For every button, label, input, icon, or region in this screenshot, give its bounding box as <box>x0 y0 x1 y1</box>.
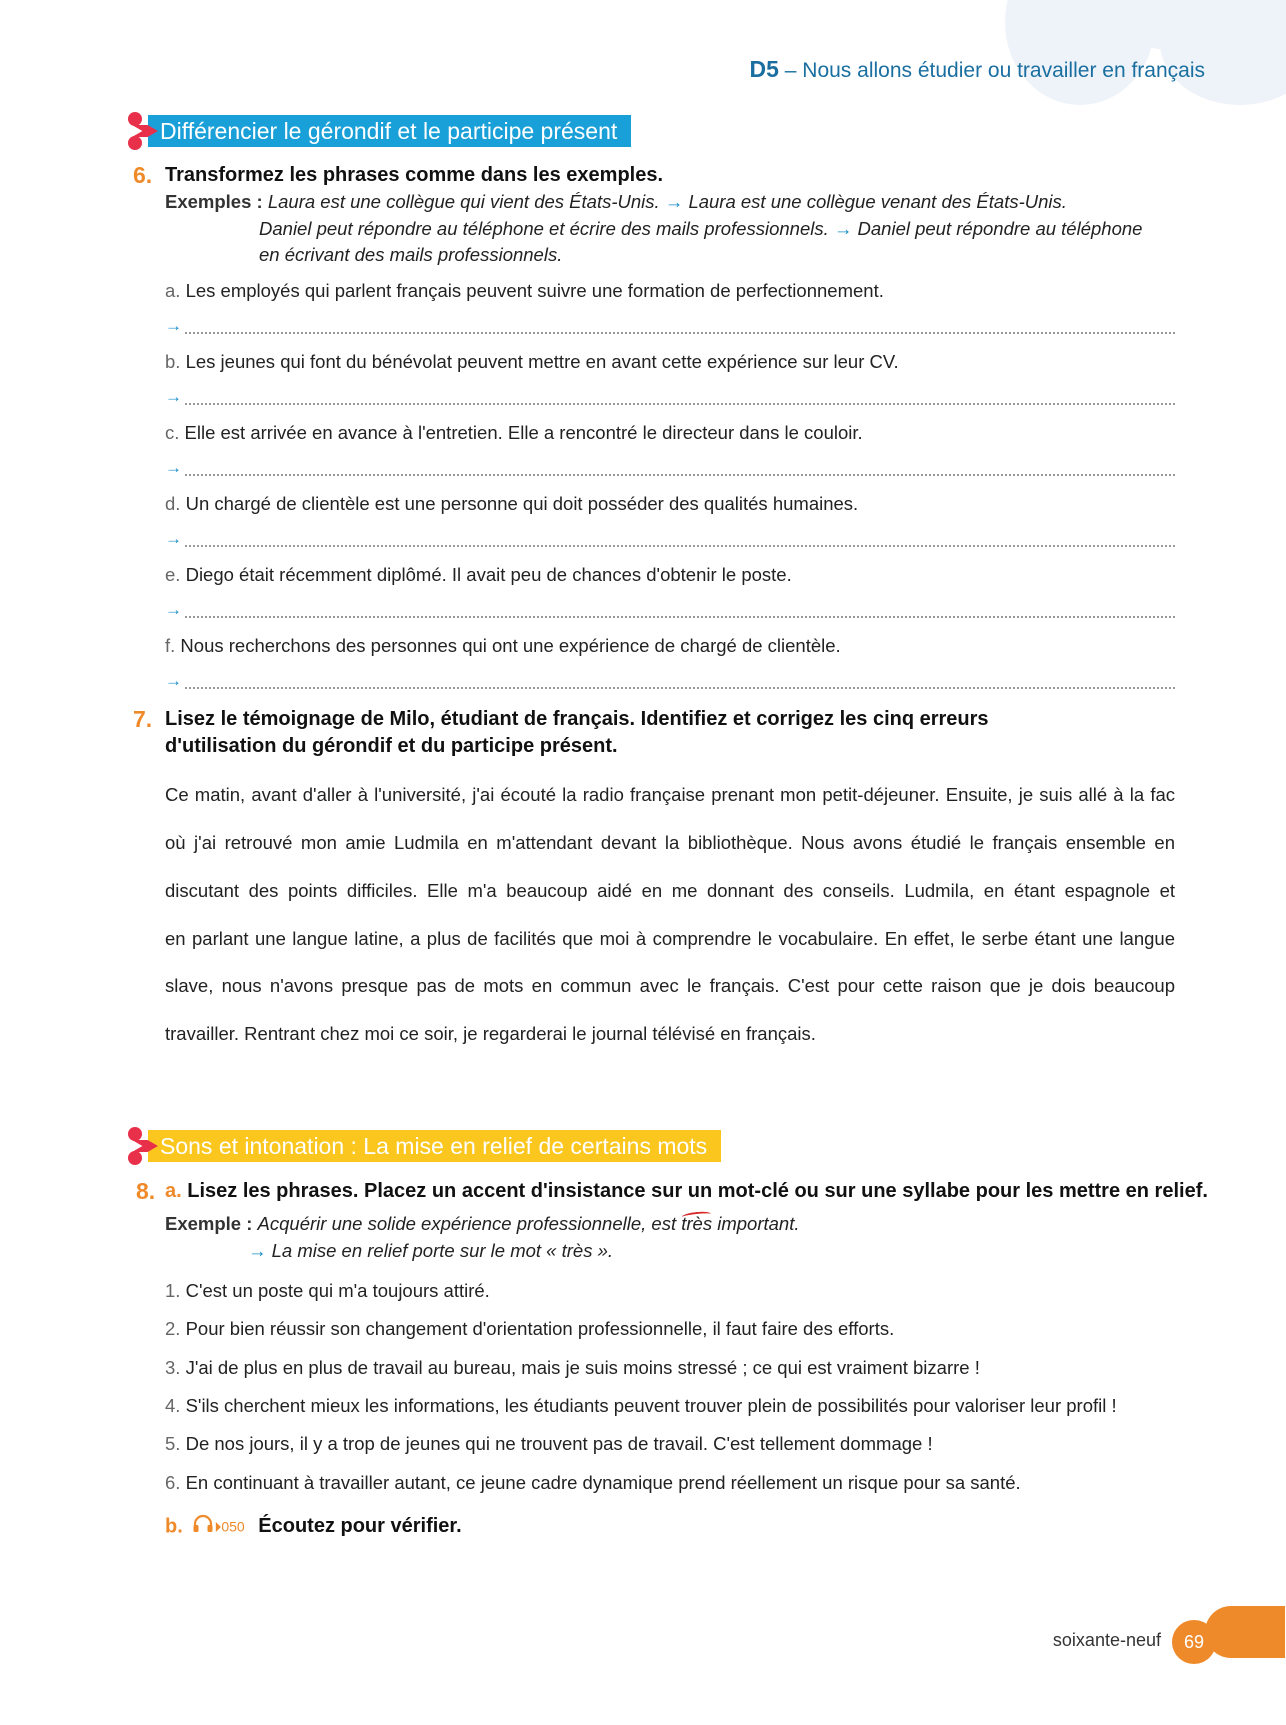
answer-line[interactable] <box>165 387 1175 409</box>
testimony-line: où j'ai retrouvé mon amie Ludmila en m'attendant devant la bibliothèque. Nous avons étudié le français ensemble en <box>165 832 1175 853</box>
arrow-icon: → <box>165 387 182 406</box>
example-label: Exemple : <box>165 1213 253 1234</box>
part-b-instruction: b. ⏵050 Écoutez pour vérifier. <box>165 1514 462 1540</box>
answer-line[interactable] <box>165 671 1175 693</box>
unit-title: – Nous allons étudier ou travailler en français <box>778 59 1205 82</box>
exercise-item: c. Elle est arrivée en avance à l'entretien. Elle a rencontré le directeur dans le couloir. <box>165 422 863 443</box>
arrow-icon: → <box>248 1240 267 1261</box>
accent-mark: très <box>681 1213 713 1234</box>
section-title: Différencier le gérondif et le participe présent <box>148 115 631 147</box>
arrow-icon: → <box>165 671 182 690</box>
exercise-item: d. Un chargé de clientèle est une personne qui doit posséder des qualités humaines. <box>165 493 859 514</box>
exercise-instruction: d'utilisation du gérondif et du participe présent. <box>165 735 618 757</box>
exercise-item: 2. Pour bien réussir son changement d'orientation professionnelle, il faut faire des efforts. <box>165 1318 895 1339</box>
arrow-icon: → <box>833 218 853 239</box>
exercise-instruction: Transformez les phrases comme dans les exemples. <box>165 164 664 186</box>
testimony-line: slave, nous n'avons presque pas de mots en commun avec le français. C'est pour cette raison que je dois beaucoup <box>165 975 1175 996</box>
arrow-icon: → <box>664 191 684 212</box>
example-source: Laura est une collègue qui vient des États-Unis. <box>267 191 660 212</box>
exercise-item: e. Diego était récemment diplômé. Il avait peu de chances d'obtenir le poste. <box>165 564 792 585</box>
testimony-line: Ce matin, avant d'aller à l'université, j'ai écouté la radio française prenant mon petit-déjeuner. Ensuite, je suis allé à la fac <box>165 784 1175 805</box>
answer-line[interactable] <box>165 600 1175 622</box>
example-result: Laura est une collègue venant des États-Unis. <box>688 191 1067 212</box>
arrow-icon: → <box>165 529 182 548</box>
page-number-words: soixante-neuf <box>1052 1630 1161 1650</box>
exercise-item: a. Les employés qui parlent français peuvent suivre une formation de perfectionnement. <box>165 280 884 301</box>
example-line <box>259 244 562 266</box>
example-line: Exemple : Acquérir une solide expérience professionnelle, est très important. <box>165 1213 800 1234</box>
exercise-item: f. Nous recherchons des personnes qui ont une expérience de chargé de clientèle. <box>165 635 841 656</box>
arrow-icon: → <box>165 600 182 619</box>
section-title: Sons et intonation : La mise en relief de certains mots <box>148 1130 721 1162</box>
testimony-line: en parlant une langue latine, a plus de facilités que moi à comprendre le vocabulaire. En effet, le serbe étant une langue <box>165 928 1175 949</box>
part-letter: b. <box>165 1515 183 1538</box>
answer-line[interactable] <box>165 316 1175 338</box>
example-line <box>259 218 1142 240</box>
example-result: Daniel peut répondre au téléphone <box>857 218 1143 239</box>
answer-line[interactable] <box>165 458 1175 480</box>
answer-line[interactable] <box>165 529 1175 551</box>
exercise-item: 1. C'est un poste qui m'a toujours attiré. <box>165 1280 490 1301</box>
testimony-line: travailler. Rentrant chez moi ce soir, je regarderai le journal télévisé en français. <box>165 1023 816 1044</box>
part-letter: a. <box>165 1180 182 1202</box>
exercise-item: b. Les jeunes qui font du bénévolat peuvent mettre en avant cette expérience sur leur CV. <box>165 351 899 372</box>
exercise-number: 8. <box>136 1178 156 1204</box>
arrow-icon: → <box>165 458 182 477</box>
audio-track[interactable]: ⏵050 <box>214 1518 245 1535</box>
examples-label: Exemples : <box>165 191 263 212</box>
arrow-icon: → <box>165 316 182 335</box>
example-line <box>165 191 1067 213</box>
page-number-badge: 69 <box>1172 1620 1216 1664</box>
example-result-continued: en écrivant des mails professionnels. <box>259 244 563 265</box>
exercise-number: 6. <box>133 162 153 188</box>
section-banner-grammar <box>126 115 631 147</box>
exercise-item: 4. S'ils cherchent mieux les informations, les étudiants peuvent trouver plein de possibilités pour valoriser leur profil ! <box>165 1395 1117 1416</box>
chevron-icon <box>126 112 156 150</box>
page-header-title <box>750 56 1205 83</box>
example-source: Daniel peut répondre au téléphone et écrire des mails professionnels. <box>259 218 829 239</box>
section-banner-pronunciation <box>126 1130 721 1162</box>
testimony-line: discutant des points difficiles. Elle m'a beaucoup aidé en me donnant des conseils. Ludmila, en étant espagnole et <box>165 880 1175 901</box>
exercise-number: 7. <box>133 706 153 732</box>
exercise-item: 5. De nos jours, il y a trop de jeunes qui ne trouvent pas de travail. C'est tellement dommage ! <box>165 1433 933 1454</box>
chevron-icon <box>126 1127 156 1165</box>
example-result-line: → La mise en relief porte sur le mot « très ». <box>248 1240 614 1261</box>
headphones-icon[interactable] <box>192 1514 214 1540</box>
corner-decoration <box>1160 0 1286 105</box>
exercise-instruction: Lisez le témoignage de Milo, étudiant de français. Identifiez et corrigez les cinq erreurs <box>165 708 989 730</box>
exercise-item: 3. J'ai de plus en plus de travail au bureau, mais je suis moins stressé ; ce qui est vraiment bizarre ! <box>165 1357 980 1378</box>
unit-code: D5 <box>749 56 779 82</box>
exercise-instruction: a. Lisez les phrases. Placez un accent d'insistance sur un mot-clé ou sur une syllabe pour les mettre en relief. <box>165 1180 1208 1202</box>
exercise-item: 6. En continuant à travailler autant, ce jeune cadre dynamique prend réellement un risque pour sa santé. <box>165 1472 1021 1493</box>
